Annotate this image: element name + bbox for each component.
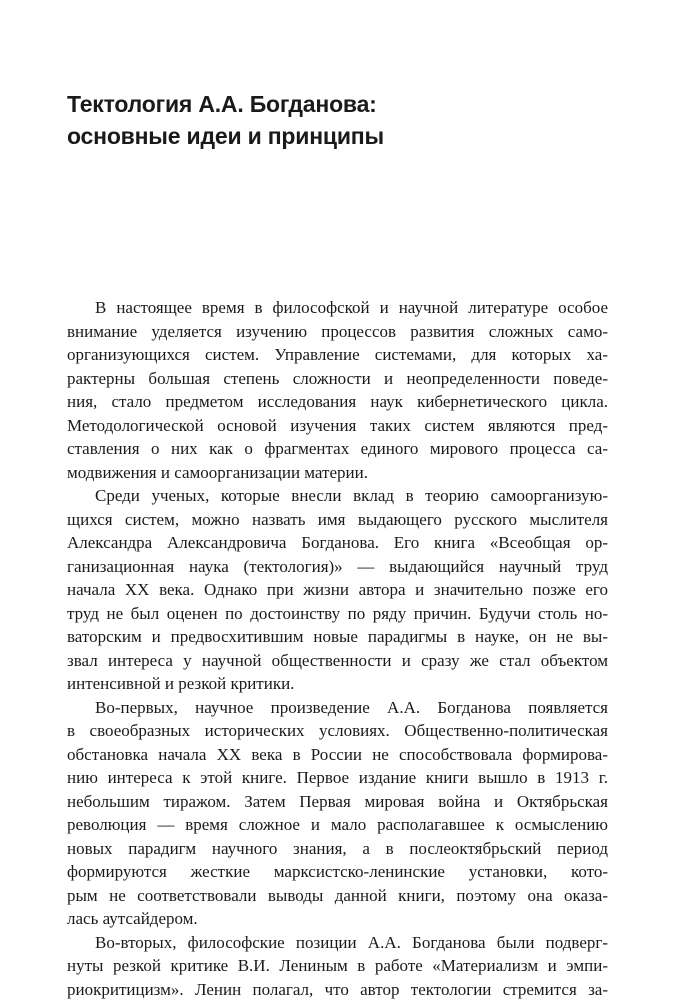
chapter-title bbox=[67, 88, 627, 152]
text-line: начала XX века. Однако при жизни автора и значительно позже его bbox=[67, 578, 608, 602]
text-line: щихся систем, можно назвать имя выдающего русского мыслителя bbox=[67, 508, 608, 532]
text-line: ния, стало предметом исследования наук кибернетического цикла. bbox=[67, 390, 608, 414]
text-line: звал интереса у научной общественности и сразу же стал объектом bbox=[67, 649, 608, 673]
text-line: формируются жесткие марксистско-ленинские установки, кото- bbox=[67, 860, 608, 884]
text-line: Во-первых, научное произведение А.А. Богданова появляется bbox=[67, 696, 608, 720]
text-line: внимание уделяется изучению процессов развития сложных само- bbox=[67, 320, 608, 344]
text-line: новых парадигм научного знания, а в послеоктябрьский период bbox=[67, 837, 608, 861]
text-line: интенсивной и резкой критики. bbox=[67, 672, 608, 696]
text-line: революция — время сложное и мало располагавшее к осмыслению bbox=[67, 813, 608, 837]
text-line: В настоящее время в философской и научной литературе особое bbox=[67, 296, 608, 320]
text-line: лась аутсайдером. bbox=[67, 907, 608, 931]
text-line: ганизационная наука (тектология)» — выдающийся научный труд bbox=[67, 555, 608, 579]
text-line: Среди ученых, которые внесли вклад в теорию самоорганизую- bbox=[67, 484, 608, 508]
text-line: ваторским и предвосхитившим новые парадигмы в науке, он не вы- bbox=[67, 625, 608, 649]
text-line: нуты резкой критике В.И. Лениным в работе «Материализм и эмпи- bbox=[67, 954, 608, 978]
text-line: ставления о них как о фрагментах единого мирового процесса са- bbox=[67, 437, 608, 461]
body-text bbox=[67, 296, 608, 1001]
text-line: организующихся систем. Управление системами, для которых ха- bbox=[67, 343, 608, 367]
text-line: рактерны большая степень сложности и неопределенности поведе- bbox=[67, 367, 608, 391]
text-line: модвижения и самоорганизации материи. bbox=[67, 461, 608, 485]
text-line: Во-вторых, философские позиции А.А. Богданова были подверг- bbox=[67, 931, 608, 955]
text-line: Александра Александровича Богданова. Его книга «Всеобщая ор- bbox=[67, 531, 608, 555]
text-line: Методологической основой изучения таких систем являются пред- bbox=[67, 414, 608, 438]
text-line: нию интереса к этой книге. Первое издание книги вышло в 1913 г. bbox=[67, 766, 608, 790]
text-line: небольшим тиражом. Затем Первая мировая война и Октябрьская bbox=[67, 790, 608, 814]
chapter-title-line-2: основные идеи и принципы bbox=[67, 120, 627, 152]
text-line: труд не был оценен по достоинству по ряду причин. Будучи столь но- bbox=[67, 602, 608, 626]
text-line: риокритицизм». Ленин полагал, что автор тектологии стремится за- bbox=[67, 978, 608, 1001]
text-line: обстановка начала XX века в России не способствовала формирова- bbox=[67, 743, 608, 767]
chapter-title-line-1: Тектология А.А. Богданова: bbox=[67, 88, 627, 120]
text-line: в своеобразных исторических условиях. Общественно-политическая bbox=[67, 719, 608, 743]
text-line: рым не соответствовали выводы данной книги, поэтому она оказа- bbox=[67, 884, 608, 908]
